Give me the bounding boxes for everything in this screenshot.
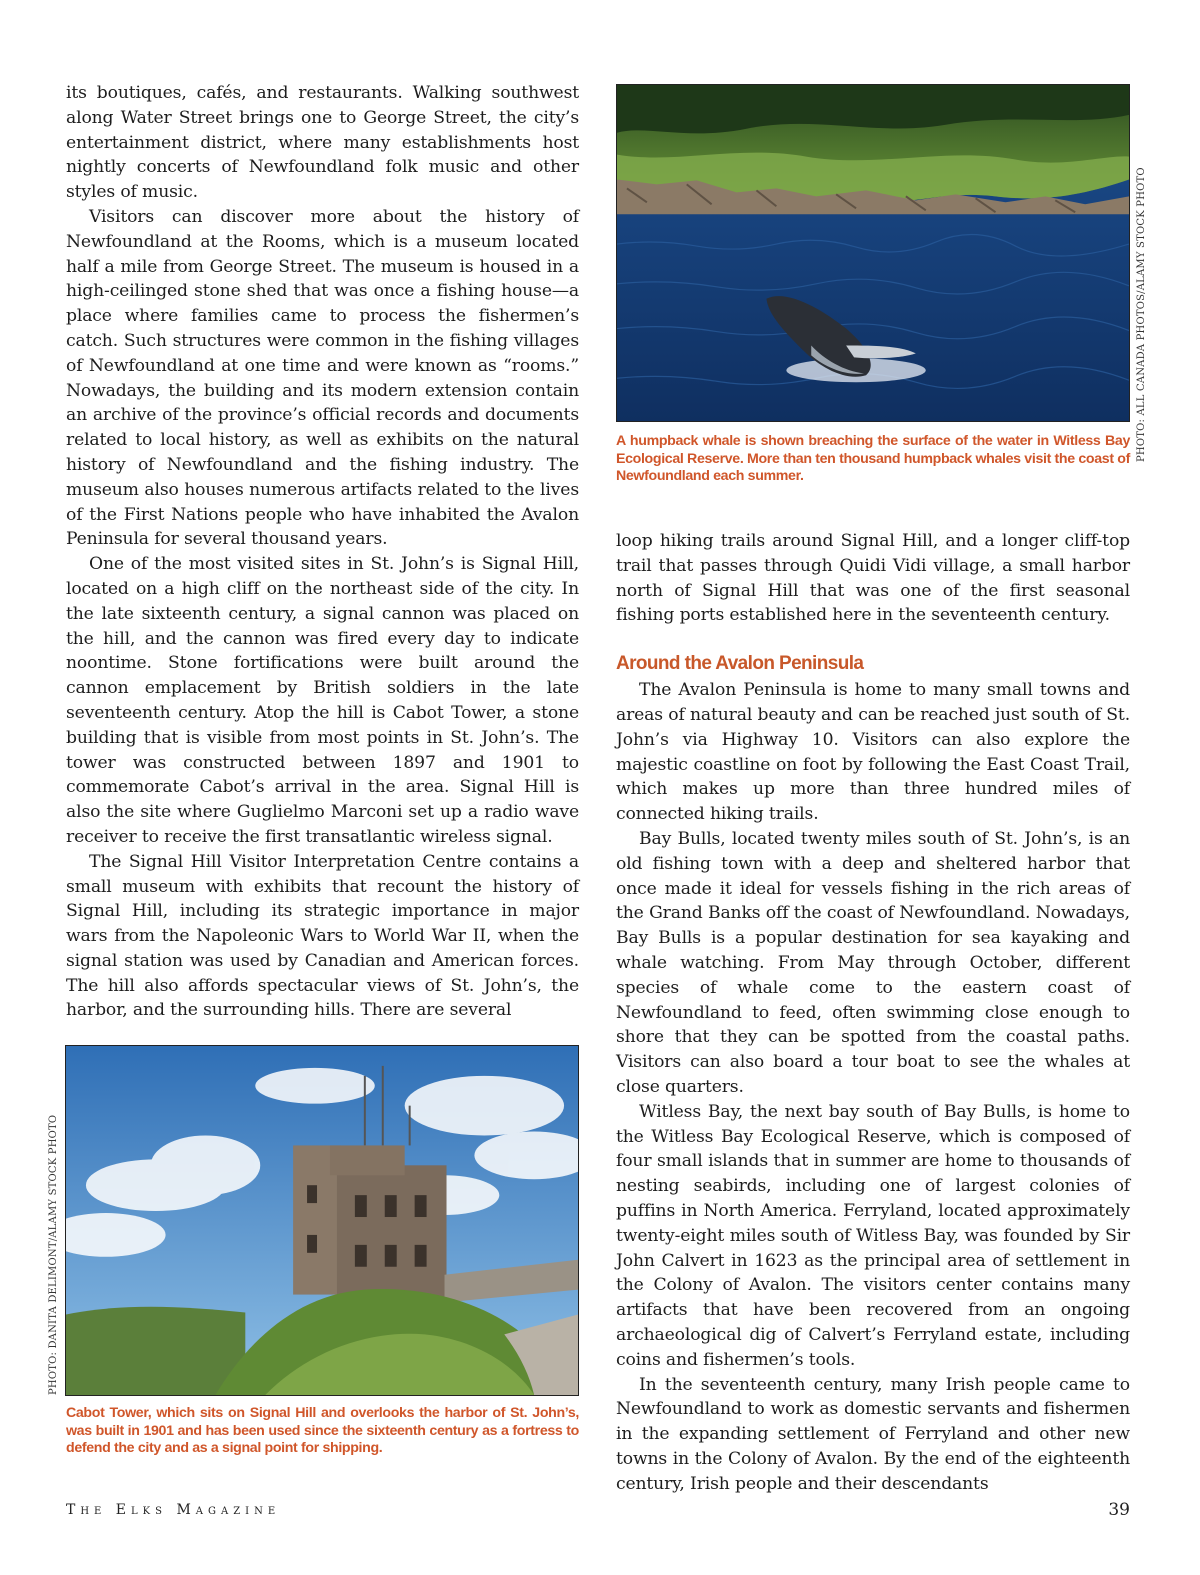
tower-photo-illustration	[66, 1046, 578, 1395]
humpback-whale-photo	[616, 84, 1130, 422]
section-heading: Around the Avalon Peninsula	[616, 653, 864, 675]
body-paragraph: its boutiques, cafés, and restaurants. Walking southwest along Water Street brings one to George Street, the city’s entertainment district, where many establishments host nightly concerts of Newfoundland folk music and other styles of music.	[66, 83, 579, 203]
whale-photo-illustration	[617, 85, 1129, 421]
whale-photo-caption: A humpback whale is shown breaching the surface of the water in Witless Bay Ecological Reserve. More than ten thousand humpback whales visit the coast of Newfoundland each summer.	[616, 433, 1130, 485]
left-text-column	[66, 81, 579, 1023]
body-paragraph: Bay Bulls, located twenty miles south of St. John’s, is an old fishing town with a deep and sheltered harbor that once made it ideal for vessels fishing in the rich areas of the Grand Banks off the coast of Newfoundland. Nowadays, Bay Bulls is a popular destination for sea kayaking and whale watching. From May through October, different species of whale come to the eastern coast of Newfoundland to feed, often swimming close enough to shore that they can be spotted from the coastal paths. Visitors can also board a tour boat to see the whales at close quarters.	[616, 828, 1130, 1097]
body-paragraph: In the seventeenth century, many Irish people came to Newfoundland to work as domestic servants and fishermen in the expanding settlement of Ferryland and other new towns in the Colony of Avalon. By the end of the eighteenth century, Irish people and their descendants	[616, 1374, 1130, 1494]
body-paragraph: The Signal Hill Visitor Interpretation Centre contains a small museum with exhibits that recount the history of Signal Hill, including its strategic importance in major wars from the Napoleonic Wars to World War II, when the signal station was used by Canadian and American forces. The hill also affords spectacular views of St. John’s, the harbor, and the surrounding hills. There are several	[66, 851, 579, 1021]
tower-photo-credit: PHOTO: DANITA DELIMONT/ALAMY STOCK PHOTO	[48, 1114, 59, 1395]
magazine-title-footer: The Elks Magazine	[66, 1502, 281, 1518]
body-paragraph: loop hiking trails around Signal Hill, and a longer cliff-top trail that passes through Quidi Vidi village, a small harbor north of Signal Hill that was one of the first seasonal fishing ports established here in the seventeenth century.	[616, 531, 1130, 626]
body-paragraph: One of the most visited sites in St. John’s is Signal Hill, located on a high cliff on the northeast side of the city. In the late sixteenth century, a signal cannon was placed on the hill, and the cannon was fired every day to indicate noontime. Stone fortifications were built around the cannon emplacement by British soldiers in the late seventeenth century. Atop the hill is Cabot Tower, a stone building that is visible from most points in St. John’s. The tower was constructed between 1897 and 1901 to commemorate Cabot’s arrival in the area. Signal Hill is also the site where Guglielmo Marconi set up a radio wave receiver to receive the first transatlantic wireless signal.	[66, 554, 579, 847]
body-paragraph: Witless Bay, the next bay south of Bay Bulls, is home to the Witless Bay Ecological Reserve, which is composed of four small islands that in summer are home to thousands of nesting seabirds, including one of largest colonies of puffins in North America. Ferryland, located approximately twenty-eight miles south of Witless Bay, was founded by Sir John Calvert in 1623 as the principal area of settlement in the Colony of Avalon. The visitors center contains many artifacts that have been recovered from an ongoing archaeological dig of Calvert’s Ferryland estate, including coins and fishermen’s tools.	[616, 1101, 1130, 1370]
cabot-tower-photo	[65, 1045, 579, 1396]
right-text-column	[616, 529, 1130, 1496]
whale-photo-credit: PHOTO: ALL CANADA PHOTOS/ALAMY STOCK PHOTO	[1136, 167, 1147, 462]
body-paragraph: The Avalon Peninsula is home to many small towns and areas of natural beauty and can be reached just south of St. John’s via Highway 10. Visitors can also explore the majestic coastline on foot by following the East Coast Trail, which makes up more than three hundred miles of connected hiking trails.	[616, 680, 1131, 825]
page-number: 39	[1108, 1500, 1130, 1520]
body-paragraph: Visitors can discover more about the history of Newfoundland at the Rooms, which is a museum located half a mile from George Street. The museum is housed in a high-ceilinged stone shed that was once a fishing house—a place where families came to process the fishermen’s catch. Such structures were common in the fishing villages of Newfoundland at one time and were known as “rooms.” Nowadays, the building and its modern extension contain an archive of the province’s official records and documents related to local history, as well as exhibits on the natural history of Newfoundland and the fishing industry. The museum also houses numerous artifacts related to the lives of the First Nations people who have inhabited the Avalon Peninsula for several thousand years.	[66, 206, 579, 550]
tower-photo-caption: Cabot Tower, which sits on Signal Hill and overlooks the harbor of St. John’s, was built in 1901 and has been used since the sixteenth century as a fortress to defend the city and as a signal point for shipping.	[66, 1405, 579, 1457]
